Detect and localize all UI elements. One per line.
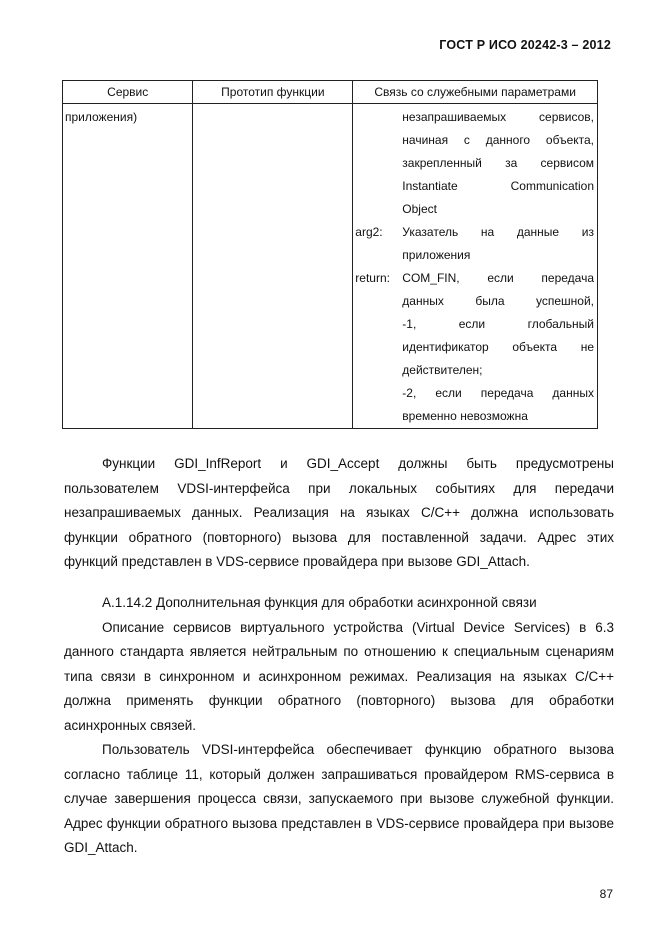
service-table	[62, 80, 598, 429]
param-description	[402, 221, 594, 267]
param-entry	[355, 267, 594, 428]
param-line: приложения	[402, 248, 471, 262]
cell-service: приложения)	[63, 104, 193, 429]
table-row	[63, 104, 598, 429]
section-async	[64, 591, 614, 861]
param-line: начиная с данного объекта,	[402, 133, 594, 147]
document-header: ГОСТ Р ИСО 20242-3 – 2012	[439, 38, 611, 52]
param-description	[402, 267, 594, 428]
param-description	[402, 106, 594, 221]
paragraph: Пользователь VDSI-интерфейса обеспечивает функцию обратного вызова согласно таблице 11, который должен запрашиваться провайдером RMS-сервиса в случае завершения процесса связи, запускаемого при вызове служебной функции. Адрес функции обратного вызова представлен в VDS-сервисе провайдера при вызове GDI_Attach.	[64, 742, 614, 855]
param-line: закрепленный за сервисом	[402, 156, 594, 170]
page-number: 87	[599, 887, 613, 901]
column-header-prototype: Прототип функции	[193, 81, 353, 104]
column-header-service: Сервис	[63, 81, 193, 104]
column-header-params: Связь со служебными параметрами	[353, 81, 598, 104]
paragraph: Описание сервисов виртуального устройства (Virtual Device Services) в 6.3 данного стандарта является нейтральным по отношению к специальным сценариям типа связи в синхронном и асинхронном режимах. Реализация на языках C/C++ должна применять функции обратного (повторного) вызова для обработки асинхронных связей.	[64, 619, 614, 733]
paragraph: Функции GDI_InfReport и GDI_Accept должны быть предусмотрены пользователем VDSI-интерфейса при локальных событиях для передачи незапрашиваемых данных. Реализация на языках C/C++ должна использовать функции обратного (повторного) вызова для поставленной задачи. Адрес этих функций представлен в VDS-сервисе провайдера при вызове GDI_Attach.	[64, 456, 614, 569]
param-label: return:	[355, 271, 390, 285]
section-heading: A.1.14.2 Дополнительная функция для обработки асинхронной связи	[102, 595, 537, 610]
param-label	[355, 106, 402, 221]
param-line: Указатель на данные из	[402, 225, 594, 239]
param-line: действителен;	[402, 363, 483, 377]
table-header-row	[63, 81, 598, 104]
param-line: -2, если передача данных	[402, 386, 594, 400]
cell-params	[353, 104, 598, 429]
param-entry	[355, 106, 594, 221]
param-line: -1, если глобальный	[402, 317, 594, 331]
param-line: COM_FIN, если передача	[402, 271, 594, 285]
cell-prototype	[193, 104, 353, 429]
param-entry	[355, 221, 594, 267]
param-line: Instantiate Communication	[402, 179, 594, 193]
paragraph-callbacks	[64, 452, 614, 575]
param-line: данных была успешной,	[402, 294, 594, 308]
param-line: Object	[402, 202, 437, 216]
param-line: идентификатор объекта не	[402, 340, 594, 354]
param-label: arg2:	[355, 225, 383, 239]
param-line: временно невозможна	[402, 409, 528, 423]
param-line: незапрашиваемых сервисов,	[402, 110, 594, 124]
params-list	[353, 104, 597, 428]
